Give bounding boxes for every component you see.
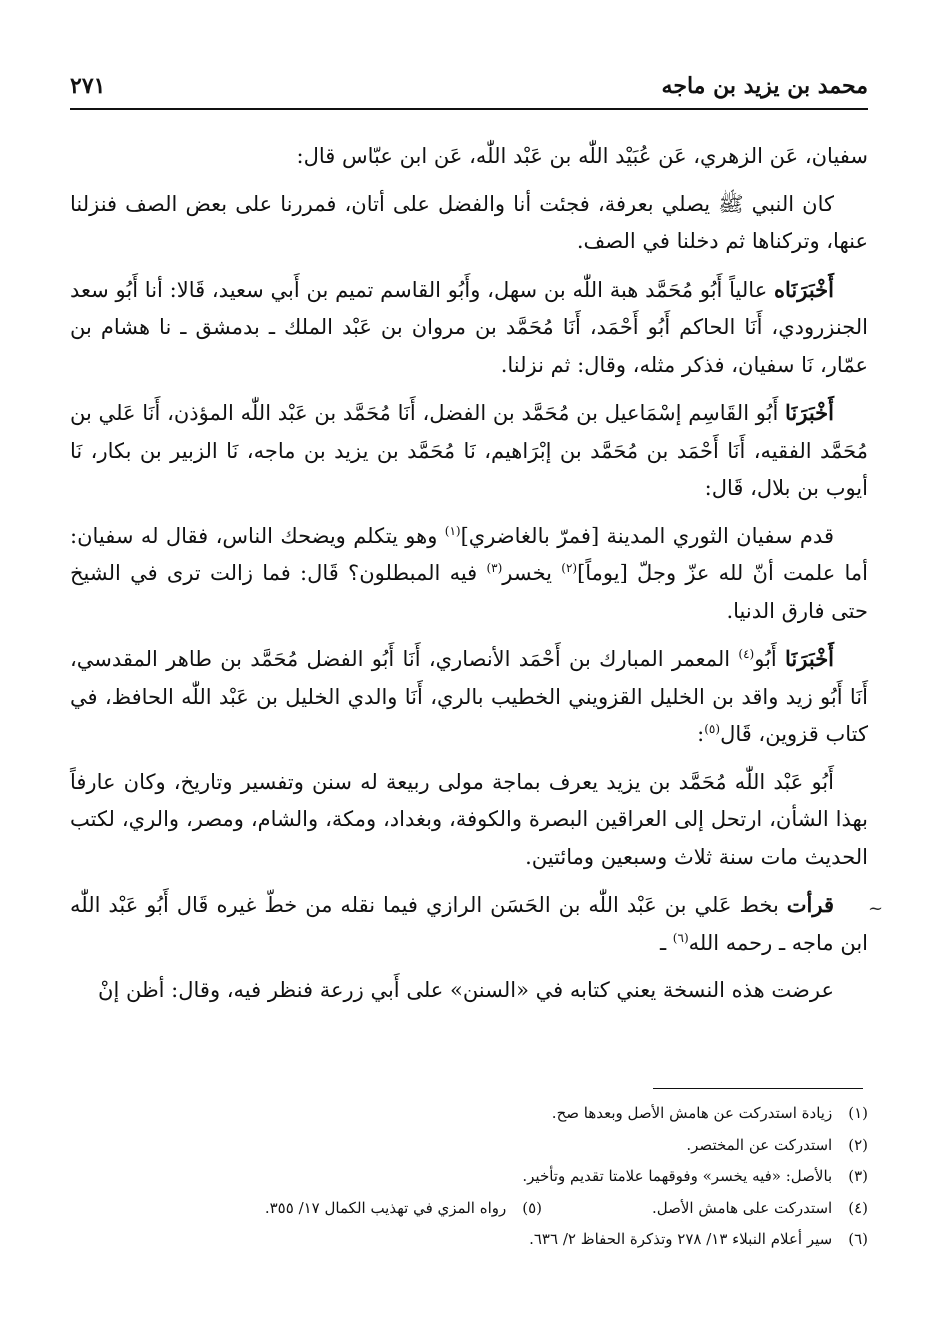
paragraph-3 (70, 271, 868, 385)
footnote-row (70, 1098, 868, 1130)
footnote-number: (٥) (522, 1198, 543, 1217)
paragraph-7 (70, 764, 868, 877)
paragraph-4 (70, 394, 868, 508)
paragraph-text: يخسر (502, 561, 562, 585)
paragraph-6 (70, 640, 868, 754)
footnote-1 (552, 1098, 868, 1130)
footnote-3 (522, 1161, 868, 1193)
footnote-row (70, 1193, 868, 1225)
footnote-row (70, 1224, 868, 1256)
page-number: ٢٧١ (70, 73, 106, 99)
paragraph-text: وهو يتكلم ويضحك الناس، فقال له سفيان: أما علمت أنّ لله عزّ وجلّ [يوماً] (70, 523, 868, 585)
footnote-ref-4[interactable]: (٤) (738, 647, 755, 661)
footnote-4 (652, 1193, 868, 1225)
footnote-text: رواه المزي في تهذيب الكمال ١٧/ ٣٥٥. (264, 1198, 507, 1217)
paragraph-text: كان النبي ﷺ يصلي بعرفة، فجئت أنا والفضل على أتان، فمررنا على بعض الصف فنزلنا عنها، وتركناها ثم دخلنا في الصف. (70, 191, 868, 253)
paragraph-text: أَبُو (754, 647, 786, 671)
paragraph-lead: أَخْبَرَنَاه (774, 276, 834, 302)
paragraph-5 (70, 518, 868, 631)
paragraph-text: عرضت هذه النسخة يعني كتابه في «السنن» على أَبي زرعة فنظر فيه، وقال: أظن إنْ (98, 978, 834, 1002)
running-header (70, 66, 868, 106)
footnote-number: (٣) (848, 1167, 868, 1185)
footnote-ref-5[interactable]: (٥) (704, 722, 721, 736)
footnote-number: (١) (848, 1104, 868, 1122)
footnote-ref-1[interactable]: (١) (444, 523, 461, 538)
footnote-number: (٢) (848, 1135, 868, 1154)
paragraph-text: سفيان، عَن الزهري، عَن عُبَيْد اللّٰه بن عَبْد اللّٰه، عَن ابن عبّاس قال: (296, 144, 868, 168)
footnote-gap (542, 1193, 652, 1225)
margin-annotation: ~ (868, 898, 884, 919)
footnote-6 (529, 1224, 868, 1256)
main-text (70, 138, 868, 1020)
paragraph-text: بخط عَلي بن عَبْد اللّٰه بن الحَسَن الرازي فيما نقله من خطّ غيره قَال أَبُو عَبْد اللّٰه ابن ماجه ـ رحمه الله (70, 893, 868, 955)
footnote-divider (653, 1088, 863, 1089)
paragraph-9 (70, 972, 868, 1010)
footnote-text: بالأصل: «فيه يخسر» وفوقهما علامتا تقديم وتأخير. (522, 1167, 833, 1185)
footnote-ref-2[interactable]: (٢) (561, 561, 578, 575)
footnote-row (70, 1130, 868, 1162)
paragraph-lead: أَخْبَرَنَا (785, 646, 835, 671)
footnote-text: سير أعلام النبلاء ١٣/ ٢٧٨ وتذكرة الحفاظ ٢/ ٦٣٦. (529, 1230, 833, 1248)
footnote-5 (265, 1193, 542, 1225)
paragraph-text: : (697, 722, 705, 746)
running-title: محمد بن يزيد بن ماجه (661, 73, 868, 99)
paragraph-lead: قرأت (786, 892, 834, 917)
paragraph-text: أَبُو عَبْد اللّٰه مُحَمَّد بن يزيد يعرف بماجة مولى ربيعة له سنن وتفسير وتاريخ، وكان عارفاً بهذا الشأن، ارتحل إلى العراقين البصرة والكوفة، وبغداد، ومكة، والشام، ومصر، والري، لكتب الحديث مات سنة ثلاث وسبعين ومائتين. (70, 769, 868, 869)
header-divider (70, 108, 868, 110)
paragraph-text: فيه المبطلون؟ قَال: فما زالت ترى في الشيخ حتى فارق الدنيا. (70, 561, 868, 623)
footnotes (70, 1098, 868, 1256)
paragraph-2 (70, 186, 868, 261)
footnote-number: (٤) (848, 1198, 868, 1217)
paragraph-text: ـ (659, 930, 673, 955)
paragraph-8 (70, 886, 868, 962)
footnote-ref-6[interactable]: (٦) (672, 930, 689, 945)
paragraph-text: عالياً أَبُو مُحَمَّد هبة اللّٰه بن سهل، وأَبُو القاسم تميم بن أَبي سعيد، قَالا: أنا أَبُو سعد الجنزرودي، أَنَا الحاكم أَبُو أَحْمَد، أَنَا مُحَمَّد بن مروان بن عَبْد الملك ـ بدمشق ـ نا هشام بن عمّار، نَا سفيان، فذكر مثله، وقال: ثم نزلنا. (70, 277, 868, 377)
footnote-text: استدركت عن المختصر. (686, 1135, 833, 1154)
paragraph-text: أَبُو القَاسِم إسْمَاعيل بن مُحَمَّد بن الفضل، أَنَا مُحَمَّد بن عَبْد اللّٰه المؤذن، أَنَا عَلي بن مُحَمَّد الفقيه، أَنَا أَحْمَد بن مُحَمَّد بن إبْرَاهيم، نَا مُحَمَّد بن يزيد بن ماجه، نَا الزبير بن بكار، نَا أيوب بن بلال، قَال: (70, 401, 868, 500)
footnote-text: استدركت على هامش الأصل. (652, 1198, 833, 1217)
footnote-2 (686, 1130, 868, 1162)
footnote-row (70, 1161, 868, 1193)
footnote-ref-3[interactable]: (٣) (486, 561, 503, 575)
paragraph-text: المعمر المبارك بن أَحْمَد الأنصاري، أَنَا أَبُو الفضل مُحَمَّد بن طاهر المقدسي، أَنَا أَبُو زيد واقد بن الخليل القزويني الخطيب بالري، أَنَا والدي الخليل بن عَبْد اللّٰه الحافظ، في كتاب قزوين، قَال (70, 647, 868, 746)
footnote-text: زيادة استدركت عن هامش الأصل وبعدها صح. (551, 1104, 833, 1122)
footnote-number: (٦) (848, 1230, 868, 1248)
paragraph-1 (70, 138, 868, 176)
paragraph-lead: أَخْبَرَنَا (785, 400, 834, 425)
paragraph-text: قدم سفيان الثوري المدينة [فمرّ بالغاضري] (460, 523, 834, 548)
